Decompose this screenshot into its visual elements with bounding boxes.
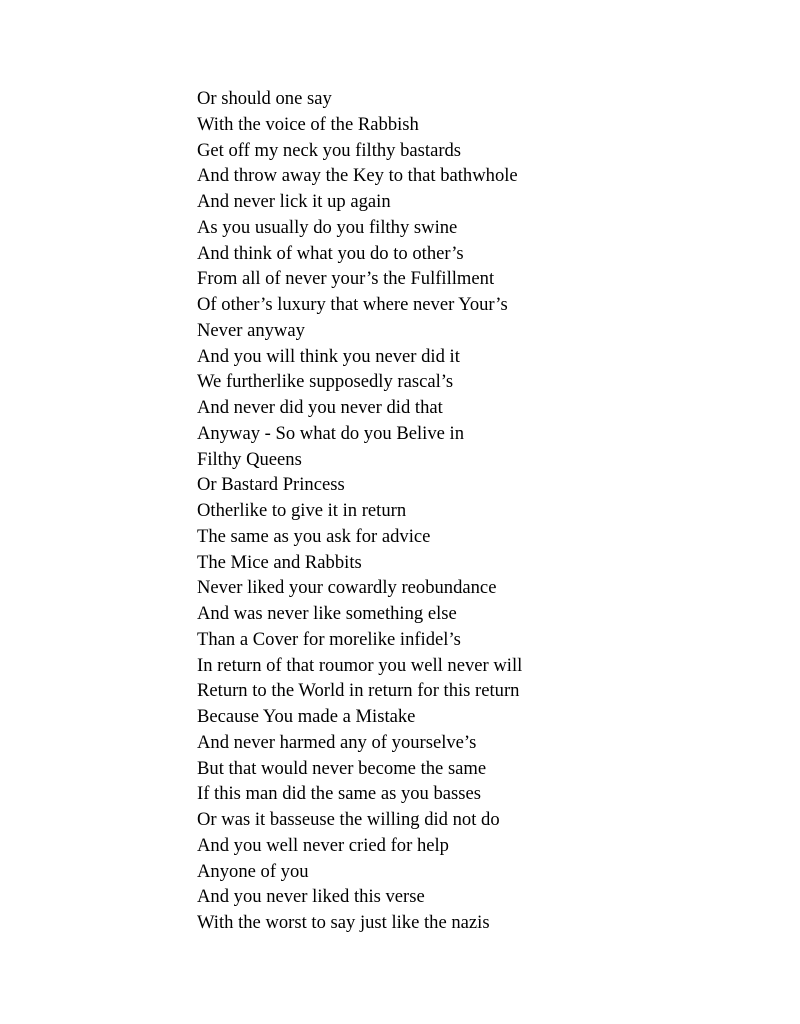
poem-line: If this man did the same as you basses (197, 783, 482, 805)
poem-line: And never lick it up again (197, 191, 391, 212)
poem-line: And you will think you never did it (197, 345, 460, 367)
poem-line: Otherlike to give it in return (197, 500, 407, 521)
poem-line: We furtherlike supposedly rascal’s (197, 371, 454, 393)
poem-line: But that would never become the same (197, 757, 487, 779)
poem-line: And never harmed any of yourselve’s (197, 731, 477, 753)
poem-line: The Mice and Rabbits (197, 551, 362, 573)
poem-line: The same as you ask for advice (197, 525, 431, 547)
poem-line: And never did you never did that (197, 397, 443, 418)
poem-line: With the voice of the Rabbish (197, 113, 419, 135)
poem-text (197, 86, 777, 936)
poem-line: Or should one say (197, 88, 332, 109)
poem-line: From all of never your’s the Fulfillment (197, 268, 495, 290)
poem-line: Than a Cover for morelike infidel’s (197, 628, 461, 650)
poem-line: And you never liked this verse (197, 886, 425, 908)
poem-line: Or Bastard Princess (197, 474, 345, 496)
poem-line: And throw away the Key to that bathwhole (197, 165, 518, 187)
poem-line: Anyway - So what do you Belive in (197, 422, 464, 444)
poem-line: Because You made a Mistake (197, 706, 416, 727)
poem-line: Get off my neck you filthy bastards (197, 139, 462, 161)
poem-line: And think of what you do to other’s (197, 242, 464, 264)
poem-line: With the worst to say just like the nazis (197, 912, 490, 933)
poem-line: And you well never cried for help (197, 834, 449, 856)
poem-line: Or was it basseuse the willing did not do (197, 809, 500, 830)
poem-line: Return to the World in return for this return (197, 680, 520, 702)
poem-line: In return of that roumor you well never will (197, 654, 523, 676)
poem-line: Never anyway (197, 319, 305, 341)
poem-line: Anyone of you (197, 860, 309, 882)
poem-line: As you usually do you filthy swine (197, 216, 458, 238)
poem-line: Of other’s luxury that where never Your’s (197, 294, 508, 315)
poem-line: Never liked your cowardly reobundance (197, 577, 497, 599)
poem-line: And was never like something else (197, 603, 457, 624)
poem-line: Filthy Queens (197, 448, 302, 470)
